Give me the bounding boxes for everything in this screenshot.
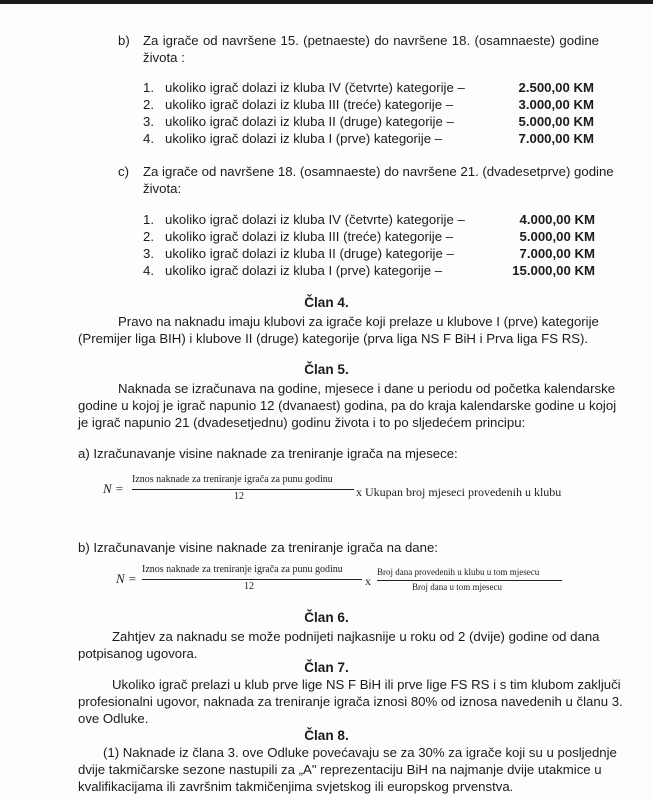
list-item-amount: 4.000,00 KM — [519, 212, 595, 227]
list-item-amount: 3.000,00 KM — [518, 97, 594, 112]
list-item-amount: 15.000,00 KM — [512, 263, 595, 278]
section-c-line2: života: — [143, 181, 182, 196]
list-item-amount: 7.000,00 KM — [518, 131, 594, 146]
list-item-text: ukoliko igrač dolazi iz kluba I (prve) kategorije – — [165, 131, 443, 146]
article-8-line1: (1) Naknade iz člana 3. ove Odluke povećavaju se za 30% za igrače koji su u posljednje — [103, 745, 617, 760]
formula-b-times: x — [365, 574, 371, 588]
formula-b-num2: Broj dana provedenih u klubu u tom mjesecu — [377, 567, 540, 577]
article-5-title: Član 5. — [304, 362, 349, 377]
formula-a-fraction-line — [132, 489, 354, 490]
list-item-number: 2. — [143, 229, 154, 244]
list-item-text: ukoliko igrač dolazi iz kluba II (druge) kategorije – — [165, 246, 454, 261]
formula-a-label: a) Izračunavanje visine naknade za treniranje igrača na mjesece: — [78, 446, 458, 461]
list-item-amount: 5.000,00 KM — [518, 114, 594, 129]
article-7-line1: Ukoliko igrač prelazi u klub prve lige NS F BiH ili prve lige FS RS i s tim klubom zaključi — [112, 677, 621, 692]
formula-b-label: b) Izračunavanje visine naknade za treniranje igrača na dane: — [78, 540, 438, 555]
formula-a-rest: x Ukupan broj mjeseci provedenih u klubu — [356, 485, 562, 499]
list-item-number: 2. — [143, 97, 154, 112]
formula-b-den2: Broj dana u tom mjesecu — [412, 582, 502, 592]
article-5-line2: godine u kojoj je igrač napunio 12 (dvanaest) godina, pa do kraja kalendarske godine u kojoj — [78, 398, 617, 413]
list-item-text: ukoliko igrač dolazi iz kluba III (treće) kategorije – — [165, 97, 454, 112]
formula-a-denominator: 12 — [234, 491, 244, 502]
article-8-title: Član 8. — [304, 728, 349, 743]
section-c-label: c) — [118, 164, 129, 179]
article-4-line2: (Premijer liga BIH) i klubove II (druge) kategorije (prva liga NS F BiH i Prva liga FS RS). — [78, 331, 589, 346]
list-item-amount: 5.000,00 KM — [519, 229, 595, 244]
article-5-line3: je igrač napunio 21 (dvadesetjednu) godinu života i to po sljedećem principu: — [78, 415, 526, 430]
formula-b-fraction-line — [142, 579, 362, 580]
list-item-number: 3. — [143, 246, 154, 261]
section-b-line1: Za igrače od navršene 15. (petnaeste) do navršene 18. (osamnaeste) godine — [143, 33, 599, 48]
formula-b-fraction-line-2 — [377, 580, 562, 581]
formula-a-lhs: N = — [103, 481, 124, 496]
list-item-number: 1. — [143, 80, 154, 95]
article-4-line1: Pravo na naknadu imaju klubovi za igrače koji prelaze u klubove I (prve) kategorije — [118, 314, 599, 329]
article-7-line3: ove Odluke. — [78, 711, 149, 726]
list-item-text: ukoliko igrač dolazi iz kluba III (treće) kategorije – — [165, 229, 454, 244]
section-c-line1: Za igrače od navršene 18. (osamnaeste) do navršene 21. (dvadesetprve) godine — [143, 164, 614, 179]
list-item-amount: 7.000,00 KM — [519, 246, 595, 261]
list-item-text: ukoliko igrač dolazi iz kluba II (druge) kategorije – — [165, 114, 454, 129]
list-item-number: 1. — [143, 212, 154, 227]
formula-b-denominator: 12 — [244, 581, 254, 592]
list-item-amount: 2.500,00 KM — [518, 80, 594, 95]
list-item-number: 3. — [143, 114, 154, 129]
list-item-number: 4. — [143, 131, 154, 146]
article-8-line2: dvije takmičarske sezone nastupili za „A" reprezentaciju BiH na najmanje dvije utakmice u — [78, 762, 602, 777]
article-6-line2: potpisanog ugovora. — [78, 646, 198, 661]
formula-b-numerator: Iznos naknade za treniranje igrača za punu godinu — [142, 564, 343, 575]
section-b-label: b) — [118, 33, 130, 48]
article-8-line3: kvalifikacijama ili završnim takmičenjima svjetskog ili europskog prvenstva. — [78, 779, 514, 794]
list-item-text: ukoliko igrač dolazi iz kluba I (prve) kategorije – — [165, 263, 443, 278]
list-item-text: ukoliko igrač dolazi iz kluba IV (četvrte) kategorije – — [165, 80, 465, 95]
formula-a-numerator: Iznos naknade za treniranje igrača za punu godinu — [132, 474, 333, 485]
list-item-text: ukoliko igrač dolazi iz kluba IV (četvrte) kategorije – — [165, 212, 465, 227]
scan-top-edge — [0, 0, 653, 4]
article-7-title: Član 7. — [304, 660, 349, 675]
article-6-title: Član 6. — [304, 610, 349, 625]
article-4-title: Član 4. — [304, 295, 349, 310]
list-item-number: 4. — [143, 263, 154, 278]
section-b-line2: života : — [143, 50, 185, 65]
article-5-line1: Naknada se izračunava na godine, mjesece i dane u periodu od početka kalendarske — [118, 381, 616, 396]
article-7-line2: profesionalni ugovor, naknada za treniranje igrača iznosi 80% od iznosa navedenih u članu 3. — [78, 694, 623, 709]
formula-b-lhs: N = — [116, 571, 137, 586]
article-6-line1: Zahtjev za naknadu se može podnijeti najkasnije u roku od 2 (dvije) godine od dana — [112, 629, 600, 644]
